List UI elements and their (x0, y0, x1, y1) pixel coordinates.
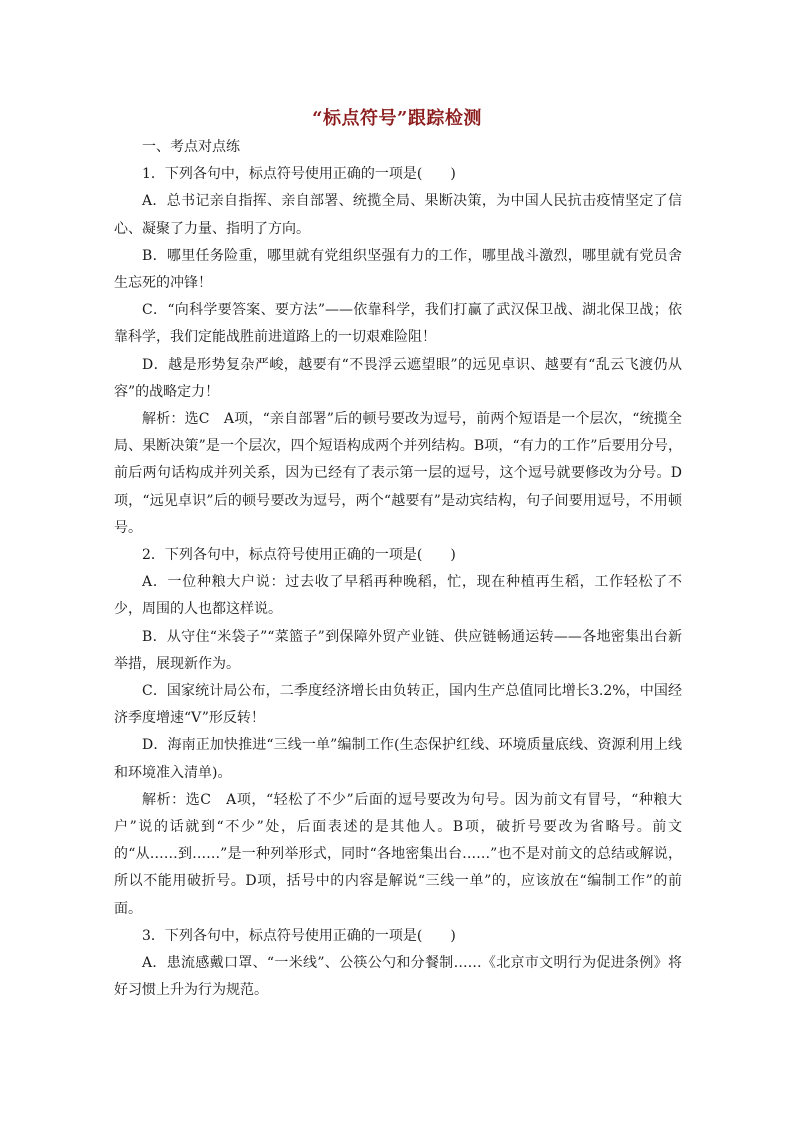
question-2-option-a: A．一位种粮大户说：过去收了早稻再种晚稻，忙，现在种植再生稻，工作轻松了不少，周围的人也都这样说。 (114, 574, 682, 618)
question-3-stem: 3．下列各句中，标点符号使用正确的一项是( ) (142, 927, 456, 944)
section-heading: 一、考点对点练 (142, 139, 240, 155)
question-2-option-b: B．从守住“米袋子”“菜篮子”到保障外贸产业链、供应链畅通运转——各地密集出台新举措，展现新作为。 (114, 628, 682, 672)
question-2-analysis: 解析：选C A项，“轻松了不少”后面的逗号要改为句号。因为前文有冒号，“种粮大户”说的话就到“不少”处，后面表述的是其他人。B项，破折号要改为省略号。前文的“从……到……”是一种列举形式，同时“各地密集出台……”也不是对前文的总结或解说，所以不能用破折号。D项，括号中的内容是解说“三线一单”的，应该放在“编制工作”的前面。 (114, 791, 682, 917)
question-1-option-a: A．总书记亲自指挥、亲自部署、统揽全局、果断决策，为中国人民抗击疫情坚定了信心、凝聚了力量、指明了方向。 (114, 193, 682, 237)
question-1-option-b: B．哪里任务险重，哪里就有党组织坚强有力的工作，哪里战斗激烈，哪里就有党员舍生忘死的冲锋！ (114, 247, 682, 292)
document-title: “标点符号”跟踪检测 (312, 108, 482, 129)
question-2-stem: 2．下列各句中，标点符号使用正确的一项是( ) (142, 547, 456, 564)
document-body (114, 134, 682, 1005)
question-1-option-c: C．“向科学要答案、要方法”——依靠科学，我们打赢了武汉保卫战、湖北保卫战；依靠科学，我们定能战胜前进道路上的一切艰难险阻！ (114, 302, 682, 346)
question-3-option-a: A．患流感戴口罩、“一米线”、公筷公勺和分餐制……《北京市文明行为促进条例》将好习惯上升为行为规范。 (114, 955, 682, 999)
question-1-stem: 1．下列各句中，标点符号使用正确的一项是( ) (142, 166, 456, 183)
question-1-analysis: 解析：选C A项，“亲自部署”后的顿号要改为逗号，前两个短语是一个层次，“统揽全局、果断决策”是一个层次，四个短语构成两个并列结构。B项，“有力的工作”后要用分号，前后两句话构成并列关系，因为已经有了表示第一层的逗号，这个逗号就要修改为分号。D项，“远见卓识”后的顿号要改为逗号，两个“越要有”是动宾结构，句子间要用逗号，不用顿号。 (114, 411, 682, 536)
question-2-option-d: D．海南正加快推进“三线一单”编制工作(生态保护红线、环境质量底线、资源利用上线和环境准入清单)。 (114, 737, 682, 781)
question-2-option-c: C．国家统计局公布，二季度经济增长由负转正，国内生产总值同比增长3.2%，中国经济季度增速“V”形反转！ (114, 683, 682, 727)
question-1-option-d: D．越是形势复杂严峻，越要有“不畏浮云遮望眼”的远见卓识、越要有“乱云飞渡仍从容”的战略定力！ (114, 356, 682, 400)
